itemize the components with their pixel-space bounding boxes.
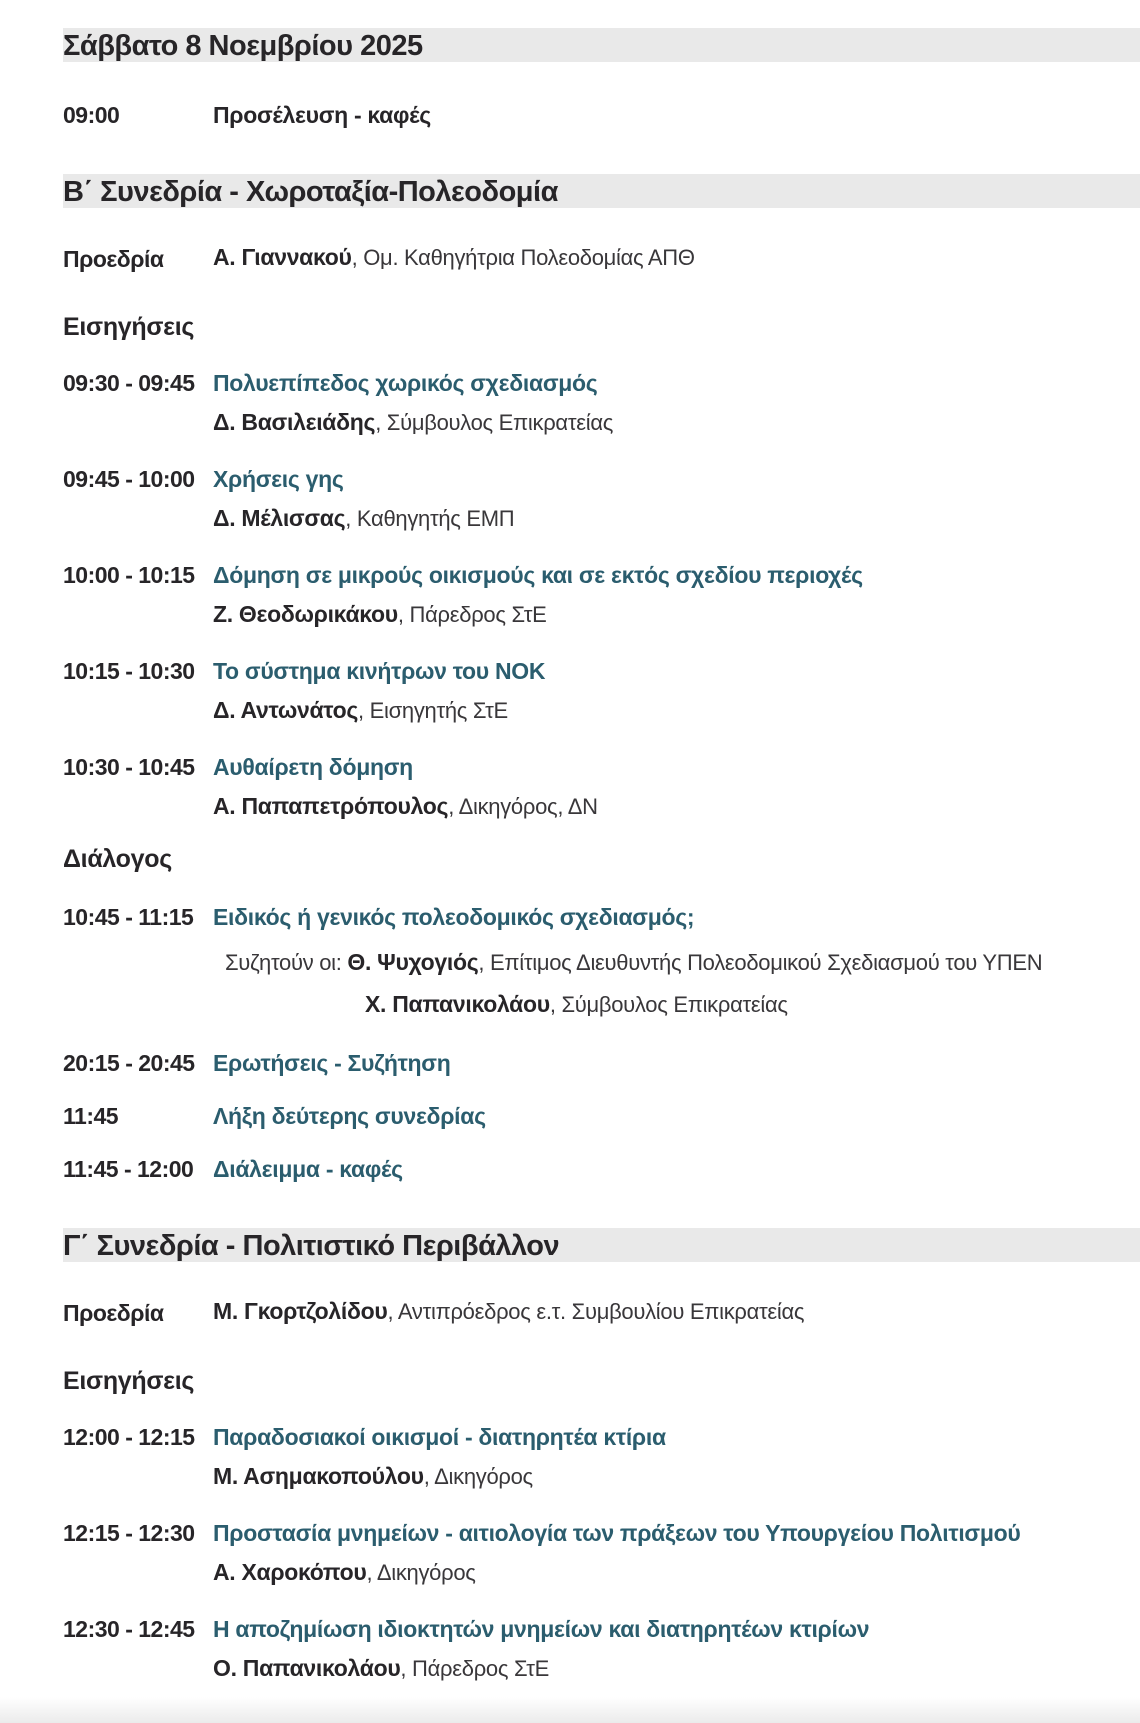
session-title: Η αποζημίωση ιδιοκτητών μνημείων και διατηρητέων κτιρίων	[213, 1616, 870, 1642]
time-cell: 10:15 - 10:30	[63, 658, 195, 684]
time-cell: 09:45 - 10:00	[63, 466, 195, 492]
participant-role: , Επίτιμος Διευθυντής Πολεοδομικού Σχεδιασμού του ΥΠΕΝ	[478, 950, 1043, 975]
speaker-role: , Καθηγητής ΕΜΠ	[345, 506, 515, 531]
chair-label: Προεδρία	[63, 1300, 164, 1326]
arrival-content	[213, 100, 1140, 130]
time-cell: 10:45 - 11:15	[63, 904, 194, 930]
speaker-role: , Πάρεδρος ΣτΕ	[397, 602, 547, 627]
presentations-heading: Εισηγήσεις	[63, 1367, 195, 1395]
time-cell: 12:15 - 12:30	[63, 1520, 195, 1546]
closing-content	[213, 1154, 1140, 1184]
speaker-role: , Σύμβουλος Επικρατείας	[375, 410, 614, 435]
time-cell: 09:00	[63, 102, 120, 128]
discussion-content	[213, 948, 1140, 1022]
speaker-name: Ζ. Θεοδωρικάκου	[213, 601, 398, 627]
event-title: Λήξη δεύτερης συνεδρίας	[213, 1103, 486, 1129]
time-cell: 12:30 - 12:45	[63, 1616, 195, 1642]
session-title: Ειδικός ή γενικός πολεοδομικός σχεδιασμός;	[213, 904, 695, 930]
time-cell: 11:45	[63, 1103, 119, 1129]
item-content	[213, 752, 1140, 824]
speaker-name: Α. Χαροκόπου	[213, 1559, 367, 1585]
speaker-line	[213, 1462, 1140, 1494]
session-b-header-text: Β΄ Συνεδρία - Χωροταξία-Πολεοδομία	[63, 176, 558, 208]
session-title: Παραδοσιακοί οικισμοί - διατηρητέα κτίρια	[213, 1424, 666, 1450]
dialogue-title-content	[213, 902, 1140, 932]
speaker-name: Δ. Αντωνάτος	[213, 697, 359, 723]
session-title: Προστασία μνημείων - αιτιολογία των πράξεων του Υπουργείου Πολιτισμού	[213, 1520, 1021, 1546]
speaker-role: , Δικηγόρος	[366, 1560, 476, 1585]
speaker-line	[213, 600, 1140, 632]
session-b-chair-row	[63, 244, 1140, 274]
speaker-name: Μ. Ασημακοπούλου	[213, 1463, 424, 1489]
speaker-line	[213, 408, 1140, 440]
closing-content	[213, 1101, 1140, 1131]
chair-name: Μ. Γκορτζολίδου	[213, 1298, 388, 1324]
time-cell: 10:00 - 10:15	[63, 562, 195, 588]
speaker-line	[213, 1654, 1140, 1686]
item-content	[213, 368, 1140, 440]
participant-role: , Σύμβουλος Επικρατείας	[549, 992, 788, 1017]
session-title: Δόμηση σε μικρούς οικισμούς και σε εκτός σχεδίου περιοχές	[213, 562, 863, 588]
item-content	[213, 1614, 1140, 1686]
time-cell: 12:00 - 12:15	[63, 1424, 195, 1450]
closing-row	[63, 1048, 1140, 1078]
discussion-line	[213, 990, 1140, 1022]
session-c-header-text: Γ΄ Συνεδρία - Πολιτιστικό Περιβάλλον	[63, 1230, 560, 1262]
date-header-text: Σάββατο 8 Νοεμβρίου 2025	[63, 30, 423, 62]
event-title: Διάλειμμα - καφές	[213, 1156, 403, 1182]
time-cell: 20:15 - 20:45	[63, 1050, 195, 1076]
session-title: Το σύστημα κινήτρων του ΝΟΚ	[213, 658, 546, 684]
chair-content	[213, 244, 1140, 271]
closing-content	[213, 1048, 1140, 1078]
session-item-row	[63, 752, 1140, 824]
discussion-line	[213, 948, 1140, 980]
chair-label: Προεδρία	[63, 246, 164, 272]
session-c-chair-row	[63, 1298, 1140, 1328]
event-title: Ερωτήσεις - Συζήτηση	[213, 1050, 451, 1076]
session-item-row	[63, 560, 1140, 632]
session-c-header-bar	[63, 1228, 1140, 1262]
item-content	[213, 560, 1140, 632]
time-cell: 11:45 - 12:00	[63, 1156, 194, 1182]
speaker-role: , Πάρεδρος ΣτΕ	[400, 1656, 549, 1681]
session-item-row	[63, 1614, 1140, 1686]
page-bottom-shadow	[0, 1697, 1140, 1723]
speaker-line	[213, 1558, 1140, 1590]
dialogue-title-row	[63, 902, 1140, 932]
speaker-role: , Εισηγητής ΣτΕ	[358, 698, 508, 723]
chair-role: , Ομ. Καθηγήτρια Πολεοδομίας ΑΠΘ	[351, 245, 695, 270]
time-cell: 10:30 - 10:45	[63, 754, 195, 780]
time-cell: 09:30 - 09:45	[63, 370, 195, 396]
session-title: Πολυεπίπεδος χωρικός σχεδιασμός	[213, 370, 598, 396]
presentations-heading: Εισηγήσεις	[63, 313, 195, 341]
speaker-name: Α. Παπαπετρόπουλος	[213, 793, 449, 819]
session-item-row	[63, 1422, 1140, 1494]
speaker-line	[213, 504, 1140, 536]
chair-content	[213, 1298, 1140, 1325]
speaker-name: Δ. Βασιλειάδης	[213, 409, 376, 435]
event-title: Προσέλευση - καφές	[213, 102, 431, 128]
chair-role: , Αντιπρόεδρος ε.τ. Συμβουλίου Επικρατείας	[387, 1299, 805, 1324]
discussion-row	[63, 948, 1140, 1022]
session-title: Αυθαίρετη δόμηση	[213, 754, 413, 780]
chair-name: Α. Γιαννακού	[213, 244, 352, 270]
closing-row	[63, 1154, 1140, 1184]
speaker-line	[213, 792, 1140, 824]
dialogue-heading: Διάλογος	[63, 845, 172, 873]
item-content	[213, 464, 1140, 536]
speaker-role: , Δικηγόρος, ΔΝ	[448, 794, 598, 819]
session-item-row	[63, 1518, 1140, 1590]
participant-name: Θ. Ψυχογιός	[347, 949, 479, 975]
speaker-role: , Δικηγόρος	[423, 1464, 533, 1489]
session-b-header-bar	[63, 174, 1140, 208]
session-item-row	[63, 656, 1140, 728]
session-item-row	[63, 368, 1140, 440]
item-content	[213, 1518, 1140, 1590]
speaker-line	[213, 696, 1140, 728]
session-title: Χρήσεις γης	[213, 466, 344, 492]
date-header-bar	[63, 28, 1140, 62]
arrival-row	[63, 100, 1140, 130]
discussion-prefix: Συζητούν οι:	[225, 950, 348, 975]
item-content	[213, 656, 1140, 728]
closing-row	[63, 1101, 1140, 1131]
speaker-name: Δ. Μέλισσας	[213, 505, 346, 531]
speaker-name: Ο. Παπανικολάου	[213, 1655, 401, 1681]
session-item-row	[63, 464, 1140, 536]
item-content	[213, 1422, 1140, 1494]
participant-name: Χ. Παπανικολάου	[365, 991, 550, 1017]
